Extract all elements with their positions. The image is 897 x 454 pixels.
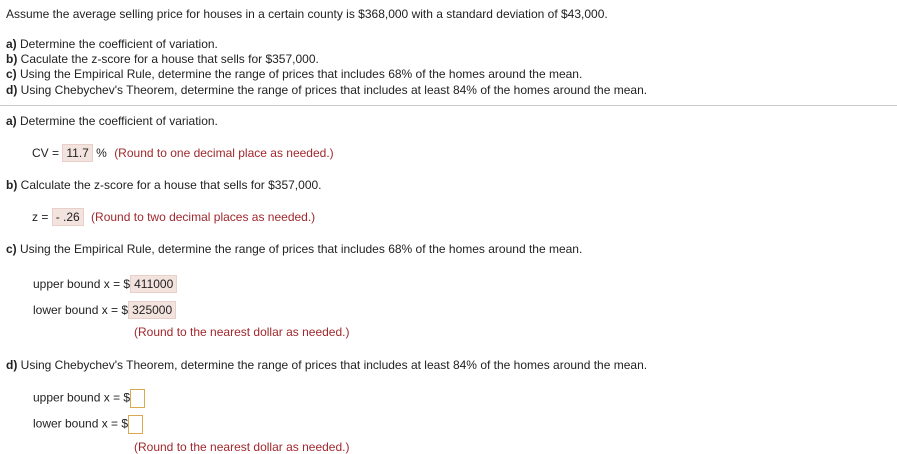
z-answer-field[interactable]: - .26 <box>52 208 84 226</box>
part-label: b) <box>6 178 18 192</box>
currency-symbol: $ <box>121 303 129 317</box>
currency-symbol: $ <box>123 390 131 405</box>
section-divider <box>0 105 897 106</box>
part-heading-text: Determine the coefficient of variation. <box>16 114 218 128</box>
part-heading-text: Using Chebychev's Theorem, determine the range of prices that includes at least 84% of the homes around the mean. <box>17 358 648 372</box>
problem-part-c <box>6 67 582 81</box>
c-upper-row <box>33 275 177 293</box>
part-text: Determine the coefficient of variation. <box>16 37 218 51</box>
part-label: a) <box>6 37 17 51</box>
problem-intro: Assume the average selling price for houses in a certain county is $368,000 with a standard deviation of $43,000. <box>6 7 608 21</box>
problem-part-b <box>6 52 319 66</box>
cv-answer-field[interactable]: 11.7 <box>62 144 92 162</box>
part-a-heading <box>6 114 218 128</box>
lower-bound-label: lower bound x = <box>33 416 119 431</box>
lower-bound-label: lower bound x = <box>33 303 119 317</box>
z-hint: (Round to two decimal places as needed.) <box>91 210 316 224</box>
part-text: Using Chebychev's Theorem, determine the range of prices that includes at least 84% of the homes around the mean. <box>17 83 648 97</box>
c-lower-answer-field[interactable]: 325000 <box>128 301 176 319</box>
cv-hint: (Round to one decimal place as needed.) <box>114 146 334 160</box>
part-text: Caculate the z-score for a house that sells for $357,000. <box>17 52 319 66</box>
upper-bound-label: upper bound x = <box>33 277 121 291</box>
cv-label: CV = <box>32 146 60 160</box>
part-label: c) <box>6 242 17 256</box>
part-label: a) <box>6 114 17 128</box>
part-heading-text: Using the Empirical Rule, determine the range of prices that includes 68% of the homes around the mean. <box>16 242 583 256</box>
part-d-heading <box>6 358 647 372</box>
d-hint: (Round to the nearest dollar as needed.) <box>134 440 350 454</box>
currency-symbol: $ <box>123 277 131 291</box>
problem-part-d <box>6 83 647 97</box>
c-upper-answer-field[interactable]: 411000 <box>130 275 177 293</box>
c-lower-row <box>33 301 176 319</box>
c-hint: (Round to the nearest dollar as needed.) <box>134 325 350 339</box>
part-label: c) <box>6 67 17 81</box>
currency-symbol: $ <box>121 416 129 431</box>
d-upper-input[interactable] <box>130 389 145 408</box>
upper-bound-label: upper bound x = <box>33 390 121 405</box>
z-row <box>32 208 315 226</box>
d-upper-row <box>33 389 145 408</box>
d-lower-row <box>33 415 143 434</box>
part-label: b) <box>6 52 18 66</box>
z-label: z = <box>32 210 49 224</box>
part-label: d) <box>6 358 18 372</box>
problem-part-a <box>6 37 218 51</box>
part-label: d) <box>6 83 18 97</box>
part-b-heading <box>6 178 322 192</box>
d-lower-input[interactable] <box>128 415 143 434</box>
part-text: Using the Empirical Rule, determine the range of prices that includes 68% of the homes around the mean. <box>16 67 583 81</box>
percent-unit: % <box>96 146 107 160</box>
part-c-heading <box>6 242 582 256</box>
cv-row <box>32 144 334 162</box>
part-heading-text: Calculate the z-score for a house that sells for $357,000. <box>17 178 322 192</box>
